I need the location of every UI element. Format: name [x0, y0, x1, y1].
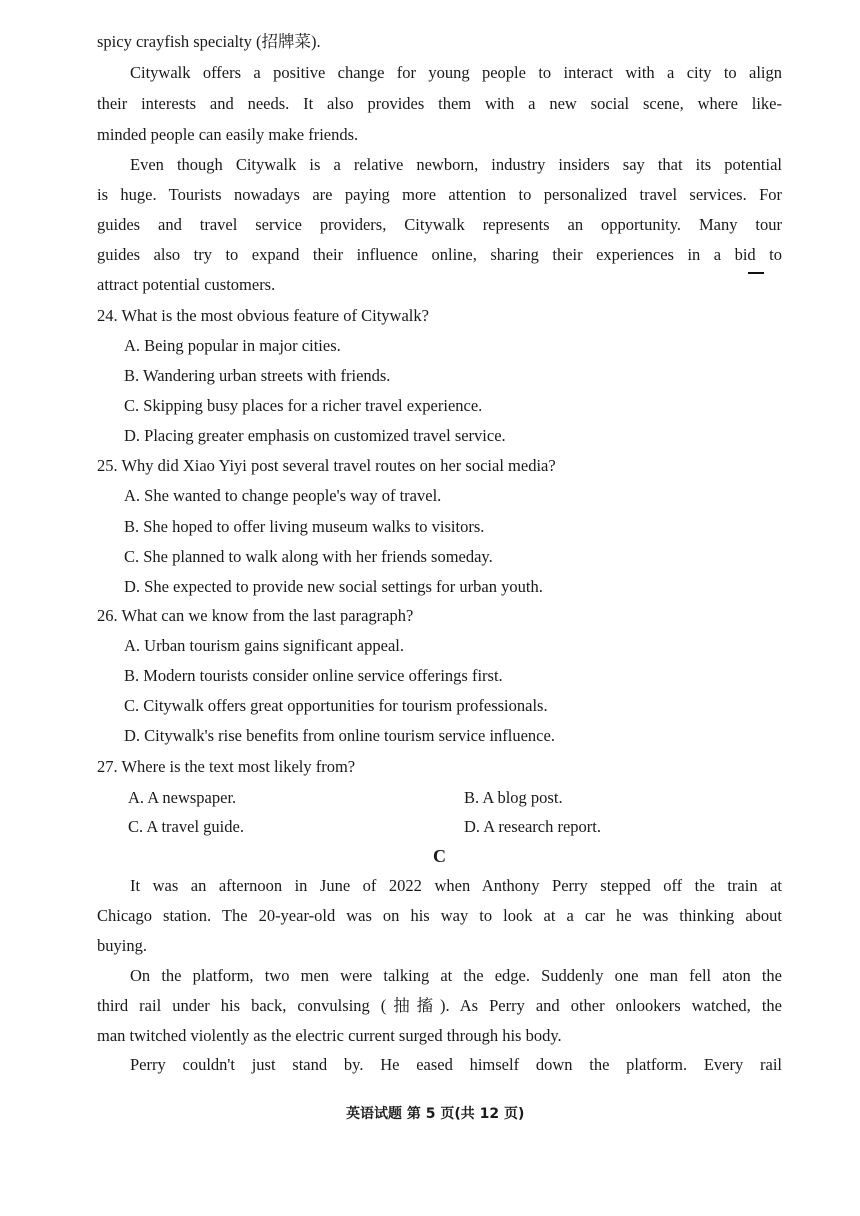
passage-line: Perry couldn't just stand by. He eased himself down the platform. Every rail — [130, 1055, 782, 1074]
passage-line: guides and travel service providers, Citywalk represents an opportunity. Many tour — [97, 215, 782, 234]
passage-line: It was an afternoon in June of 2022 when Anthony Perry stepped off the train at — [130, 876, 782, 895]
passage-line: spicy crayfish specialty (招牌菜). — [97, 32, 321, 51]
option: A. Urban tourism gains significant appeal. — [124, 636, 404, 655]
option: C. She planned to walk along with her friends someday. — [124, 547, 493, 566]
passage-line: Even though Citywalk is a relative newborn, industry insiders say that its potential — [130, 155, 782, 174]
passage-line: buying. — [97, 936, 147, 955]
option: C. Skipping busy places for a richer travel experience. — [124, 396, 483, 415]
option: D. Placing greater emphasis on customized travel service. — [124, 426, 506, 445]
pen-mark — [748, 272, 764, 274]
passage-line: minded people can easily make friends. — [97, 125, 359, 144]
option: B. A blog post. — [464, 788, 563, 807]
section-heading: C — [433, 846, 446, 866]
passage-line: is huge. Tourists nowadays are paying more attention to personalized travel services. For — [97, 185, 782, 204]
option: D. She expected to provide new social settings for urban youth. — [124, 577, 543, 596]
option: C. Citywalk offers great opportunities for tourism professionals. — [124, 696, 548, 715]
option: D. A research report. — [464, 817, 601, 836]
passage-line: guides also try to expand their influence online, sharing their experiences in a bid to — [97, 245, 782, 264]
option: D. Citywalk's rise benefits from online tourism service influence. — [124, 726, 555, 745]
passage-line: third rail under his back, convulsing (抽搐). As Perry and other onlookers watched, the — [97, 996, 782, 1015]
passage-line: man twitched violently as the electric current surged through his body. — [97, 1026, 562, 1045]
option: B. She hoped to offer living museum walks to visitors. — [124, 517, 485, 536]
passage-line: Citywalk offers a positive change for young people to interact with a city to align — [130, 63, 782, 82]
option: A. A newspaper. — [128, 788, 237, 807]
option: A. Being popular in major cities. — [124, 336, 341, 355]
option: B. Wandering urban streets with friends. — [124, 366, 391, 385]
option: B. Modern tourists consider online service offerings first. — [124, 666, 503, 685]
option: A. She wanted to change people's way of travel. — [124, 486, 442, 505]
passage-line: Chicago station. The 20-year-old was on his way to look at a car he was thinking about — [97, 906, 782, 925]
question-stem: 27. Where is the text most likely from? — [97, 757, 356, 776]
passage-line: their interests and needs. It also provides them with a new social scene, where like- — [97, 94, 782, 113]
option: C. A travel guide. — [128, 817, 244, 836]
passage-line: On the platform, two men were talking at the edge. Suddenly one man fell aton the — [130, 966, 782, 985]
passage-line: attract potential customers. — [97, 275, 276, 294]
question-stem: 25. Why did Xiao Yiyi post several travel routes on her social media? — [97, 456, 556, 475]
page-footer: 英语试题 第 5 页(共 12 页) — [346, 1106, 525, 1122]
question-stem: 24. What is the most obvious feature of Citywalk? — [97, 306, 429, 325]
question-stem: 26. What can we know from the last paragraph? — [97, 606, 414, 625]
